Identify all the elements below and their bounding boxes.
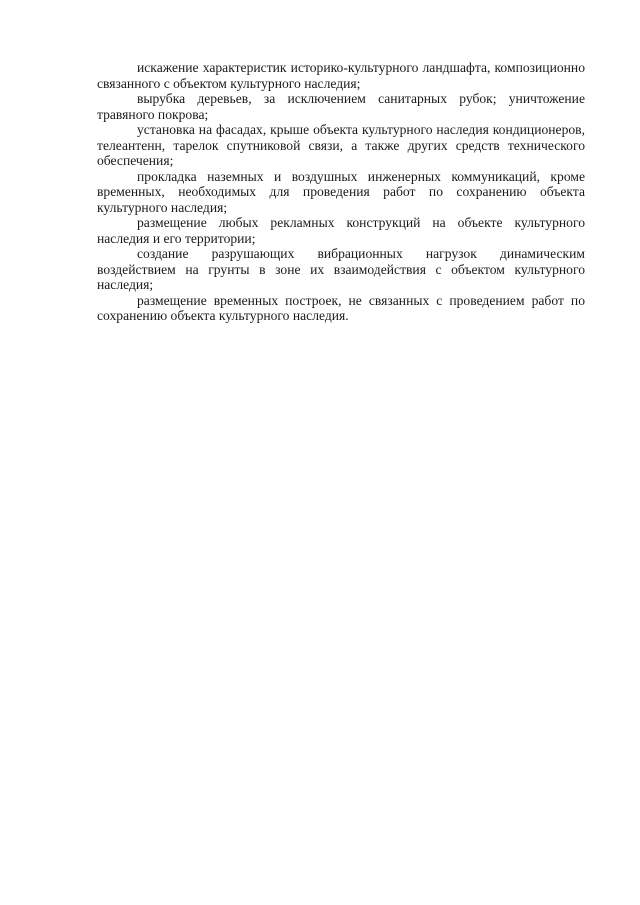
paragraph-advertising: размещение любых рекламных конструкций на объекте культурного наследия и его территории; <box>97 215 585 246</box>
paragraph-utility-lines: прокладка наземных и воздушных инженерных коммуникаций, кроме временных, необходимых для проведения работ по сохранению объекта культурного наследия; <box>97 168 585 215</box>
paragraph-vibration-loads: создание разрушающих вибрационных нагрузок динамическим воздействием на грунты в зоне их взаимодействия с объектом культурного наследия; <box>97 246 585 292</box>
paragraph-temporary-buildings: размещение временных построек, не связанных с проведением работ по сохранению объекта культурного наследия. <box>97 292 585 323</box>
document-body <box>97 60 585 324</box>
paragraph-tree-cutting: вырубка деревьев, за исключением санитарных рубок; уничтожение травяного покрова; <box>97 91 585 122</box>
paragraph-landscape-distortion: искажение характеристик историко-культурного ландшафта, композиционно связанного с объектом культурного наследия; <box>97 60 585 91</box>
paragraph-facade-equipment: установка на фасадах, крыше объекта культурного наследия кондиционеров, телеантенн, тарелок спутниковой связи, а также других средств технического обеспечения; <box>97 122 585 168</box>
